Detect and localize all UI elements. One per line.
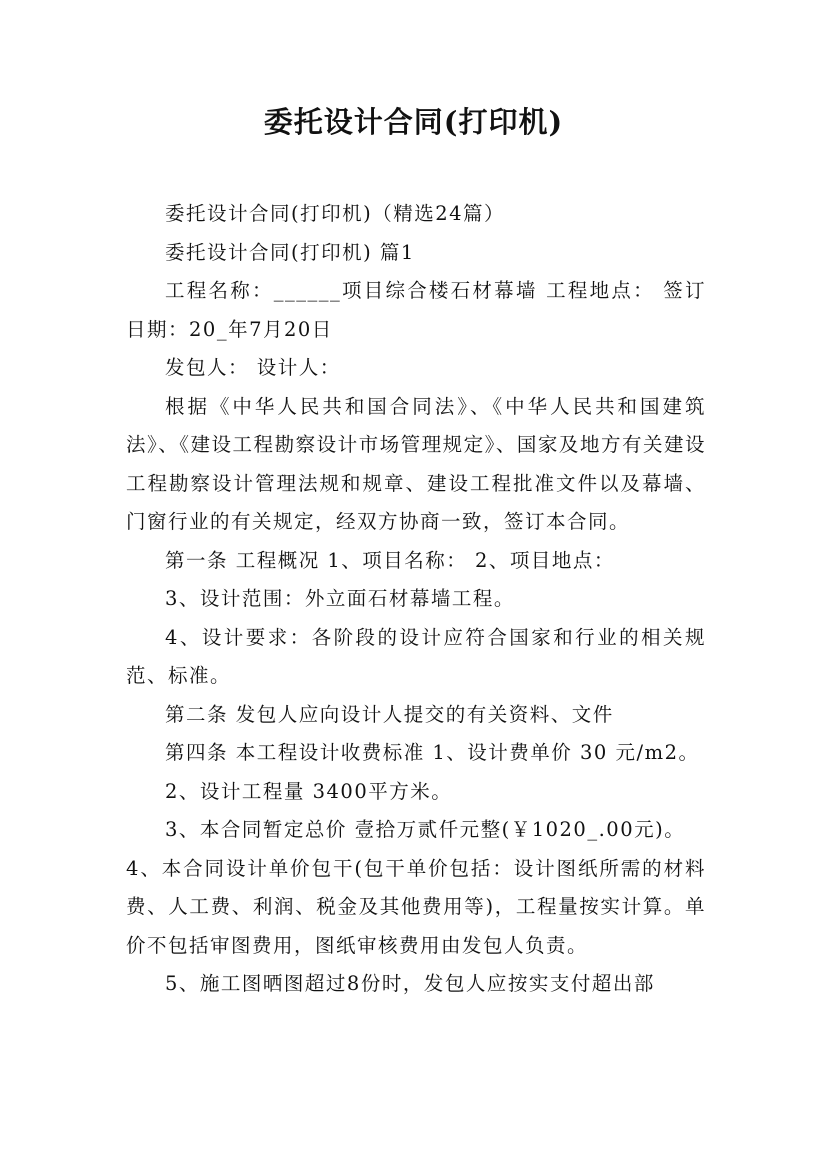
paragraph-project-info: 工程名称：______项目综合楼石材幕墙 工程地点： 签订日期：20_年7月20日 xyxy=(126,279,706,341)
paragraph-unit-price-terms: 4、本合同设计单价包干(包干单价包括：设计图纸所需的材料费、人工费、利润、税金及其他费用等)，工程量按实计算。单价不包括审图费用，图纸审核费用由发包人负责。 xyxy=(126,856,706,957)
paragraph-legal-basis: 根据《中华人民共和国合同法》、《中华人民共和国建筑法》、《建设工程勘察设计市场管理规定》、国家及地方有关建设工程勘察设计管理法规和规章、建设工程批准文件以及幕墙、门窗行业的有关规定，经双方协商一致，签订本合同。 xyxy=(126,394,706,533)
document-body xyxy=(126,195,706,1004)
paragraph-parties: 发包人： 设计人： xyxy=(165,356,341,379)
paragraph-article-1: 第一条 工程概况 1、项目名称： 2、项目地点： xyxy=(165,548,615,572)
paragraph-article-4: 第四条 本工程设计收费标准 1、设计费单价 30 元/m2。 xyxy=(165,741,700,764)
paragraph-blueprint-copies: 5、施工图晒图超过8份时，发包人应按实支付超出部 xyxy=(165,972,655,995)
paragraph-design-scope: 3、设计范围：外立面石材幕墙工程。 xyxy=(165,587,515,610)
paragraph-design-requirements: 4、设计要求：各阶段的设计应符合国家和行业的相关规范、标准。 xyxy=(126,625,706,687)
paragraph-section-heading: 委托设计合同(打印机) 篇1 xyxy=(165,240,415,264)
document-title: 委托设计合同(打印机) xyxy=(263,105,564,139)
paragraph-total-price: 3、本合同暂定总价 壹拾万贰仟元整(￥1020_.00元)。 xyxy=(165,818,686,841)
paragraph-article-2: 第二条 发包人应向设计人提交的有关资料、文件 xyxy=(165,702,614,726)
paragraph-design-quantity: 2、设计工程量 3400平方米。 xyxy=(165,779,453,803)
paragraph-subtitle: 委托设计合同(打印机)（精选24篇） xyxy=(165,202,506,225)
